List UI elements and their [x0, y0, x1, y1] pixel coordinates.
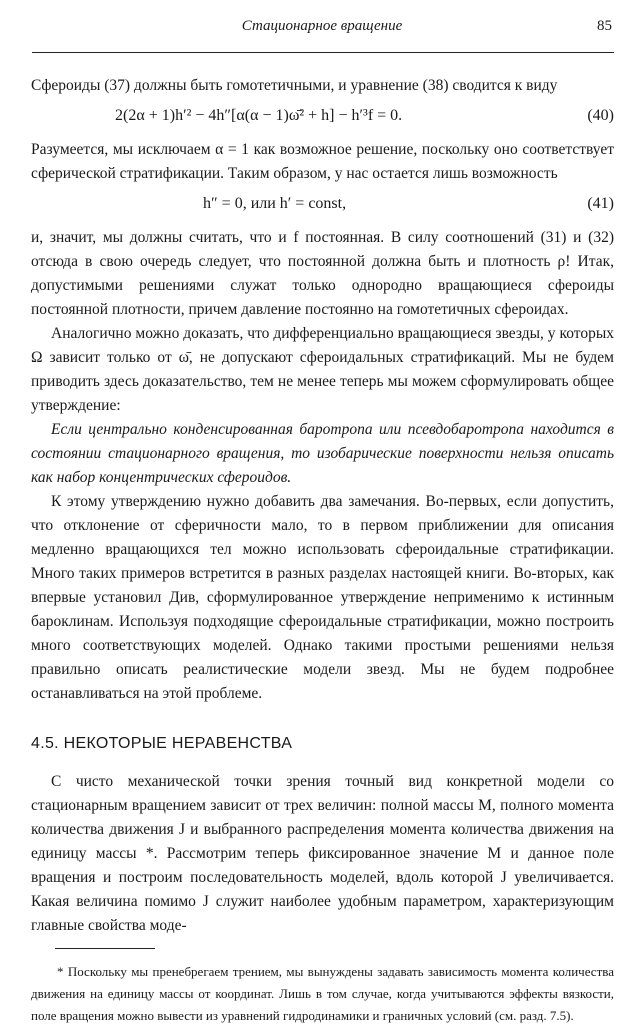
paragraph-two-remarks: К этому утверждению нужно добавить два замечания. Во-первых, если допустить, что отклонение от сферичности мало, то в первом приближении для описания медленно вращающихся тел можно использовать сфероидальные стратификации. Много таких примеров встретится в разных разделах настоящей книги. Во-вторых, как впервые установил Див, сформулированное утверждение неприменимо к истинным бароклинам. Используя подходящие сфероидальные стратификации, можно построить много соответствующих моделей. Однако такими простыми решениями нельзя правильно описать реалистические модели звезд. Мы не будем подробнее останавливаться на этой проблеме.: [31, 493, 614, 702]
footnote-text: * Поскольку мы пренебрегаем трением, мы вынуждены задавать зависимость момента количества движения на единицу массы от координат. Лишь в том случае, когда учитываются эффекты вязкости, поле вращения можно вывести из уравнений гидродинамики и граничных условий (см. разд. 7.5).: [31, 964, 614, 1023]
equation-41-formula: h″ = 0, или h′ = const,: [203, 195, 347, 212]
paragraph-constant-density: и, значит, мы должны считать, что и f постоянная. В силу соотношений (31) и (32) отсюда в свою очередь следует, что постоянной должна быть и плотность ρ! Итак, допустимыми решениями служат только однородно вращающиеся сфероиды постоянной плотности, причем давление постоянно на гомотетичных сфероидах.: [31, 229, 614, 318]
paragraph-exclude-alpha: Разумеется, мы исключаем α = 1 как возможное решение, поскольку оно соответствует сферической стратификации. Таким образом, у нас остается лишь возможность: [31, 141, 614, 182]
running-title: Стационарное вращение: [241, 18, 403, 34]
equation-41: [31, 192, 614, 218]
paragraph-spheroids-homothetic: Сфероиды (37) должны быть гомотетичными, и уравнение (38) сводится к виду: [31, 77, 558, 94]
equation-41-number: (41): [587, 195, 614, 212]
paragraph-differential-rotation: Аналогично можно доказать, что дифференциально вращающиеся звезды, у которых Ω зависит только от ω̄, не допускают сфероидальных стратификаций. Мы не будем приводить здесь доказательство, тем не менее теперь мы можем сформулировать общее утверждение:: [31, 325, 614, 414]
header-rule: [32, 52, 614, 53]
page-number: 85: [597, 18, 612, 34]
page-content: [31, 74, 614, 1027]
equation-40: [31, 104, 614, 130]
section-heading: 4.5. НЕКОТОРЫЕ НЕРАВЕНСТВА: [31, 735, 293, 752]
paragraph-mechanical-view: С чисто механической точки зрения точный вид конкретной модели со стационарным вращением зависит от трех величин: полной массы M, полного момента количества движения J и выбранного распределения момента количества движения на единицу массы *. Рассмотрим теперь фиксированное значение M и данное поле вращения и построим последовательность моделей, вдоль которой J увеличивается. Какая величина помимо J служит наиболее удобным параметром, характеризующим главные свойства моде-: [31, 773, 614, 934]
page-header: [32, 18, 612, 40]
footnote-rule: [55, 948, 155, 949]
equation-40-formula: 2(2α + 1)h′² − 4h″[α(α − 1)ω̄² + h] − h′³f = 0.: [115, 107, 403, 124]
footnote: [31, 961, 614, 1027]
equation-40-number: (40): [587, 107, 614, 124]
paragraph-general-statement: Если центрально конденсированная баротропа или псевдобаротропа находится в состоянии стационарного вращения, то изобарические поверхности нельзя описать как набор концентрических сфероидов.: [31, 421, 614, 486]
